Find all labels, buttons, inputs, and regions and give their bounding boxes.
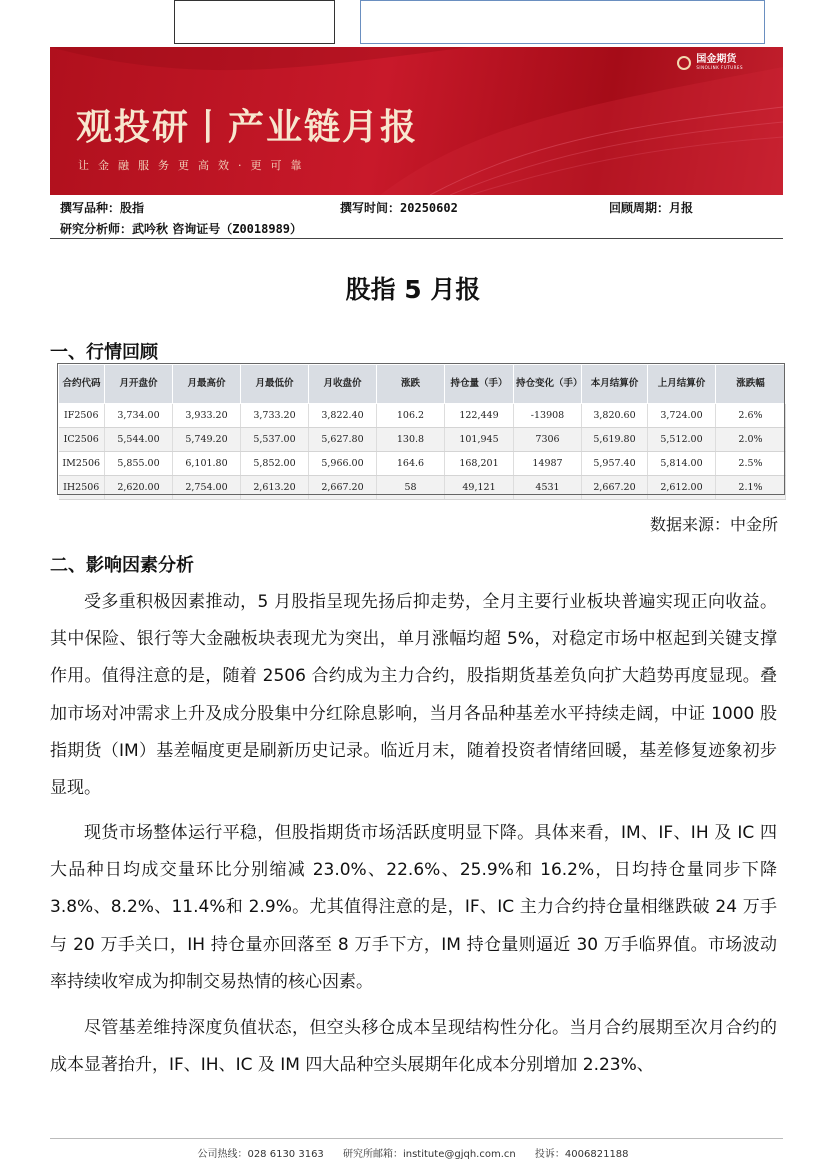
- banner-slogan: 让金融服务更高效·更可靠: [78, 159, 311, 172]
- table-cell: IH2506: [59, 476, 105, 500]
- footer-hotline: 公司热线：028 6130 3163: [197, 1149, 324, 1160]
- table-cell: 3,733.20: [241, 404, 309, 428]
- data-source-note: 数据来源：中金所: [649, 515, 778, 534]
- table-cell: 168,201: [445, 452, 514, 476]
- table-cell: 122,449: [445, 404, 514, 428]
- futures-quote-table: [58, 364, 786, 500]
- column-header: 本月结算价: [582, 365, 648, 404]
- column-header: 涨跌: [377, 365, 445, 404]
- footer-email: 研究所邮箱：institute@gjqh.com.cn: [342, 1149, 516, 1160]
- column-header: 月开盘价: [105, 365, 173, 404]
- page-footer: [0, 1145, 826, 1160]
- table-cell: 130.8: [377, 428, 445, 452]
- table-cell: 6,101.80: [173, 452, 241, 476]
- table-cell: -13908: [514, 404, 582, 428]
- column-header: 涨跌幅: [716, 365, 786, 404]
- table-cell: 5,619.80: [582, 428, 648, 452]
- table-cell: 2,754.00: [173, 476, 241, 500]
- section-heading-factor-analysis: 二、影响因素分析: [50, 555, 194, 576]
- table-cell: 5,749.20: [173, 428, 241, 452]
- table-cell: 5,544.00: [105, 428, 173, 452]
- table-cell: 2.0%: [716, 428, 786, 452]
- document-title: 股指 5 月报: [345, 275, 481, 304]
- table-cell: 3,822.40: [309, 404, 377, 428]
- footer-divider: [50, 1138, 783, 1139]
- table-cell: 49,121: [445, 476, 514, 500]
- table-cell: 2,667.20: [582, 476, 648, 500]
- variety-label: 撰写品种：: [60, 201, 121, 215]
- meta-period: [609, 199, 693, 216]
- table-cell: IF2506: [59, 404, 105, 428]
- table-row: [59, 404, 786, 428]
- table-cell: 2.1%: [716, 476, 786, 500]
- table-cell: 3,724.00: [648, 404, 716, 428]
- logo-name: 国金期货: [696, 54, 737, 65]
- logo-english: SINOLINK FUTURES: [696, 65, 743, 70]
- table-cell: 2.5%: [716, 452, 786, 476]
- header-box-left: [174, 0, 335, 44]
- paragraph-basis-overview: 受多重积极因素推动，5 月股指呈现先扬后抑走势，全月主要行业板块普遍实现正向收益。其中保险、银行等大金融板块表现尤为突出，单月涨幅均超 5%，对稳定市场中枢起到关键支撑作用。值得注意的是，随着 2506 合约成为主力合约，股指期货基差负向扩大趋势再度显现。叠加市场对冲需求上升及成分股集中分红除息影响，当月各品种基差水平持续走阔，中证 1000 股指期货（IM）基差幅度更是刷新历史记录。临近月末，随着投资者情绪回暖，基差修复迹象初步显现。: [50, 592, 777, 799]
- table-cell: 5,966.00: [309, 452, 377, 476]
- table-cell: IC2506: [59, 428, 105, 452]
- table-cell: 3,933.20: [173, 404, 241, 428]
- table-cell: 4531: [514, 476, 582, 500]
- table-cell: 2,613.20: [241, 476, 309, 500]
- table-header-row: [59, 365, 786, 404]
- column-header: 上月结算价: [648, 365, 716, 404]
- period-value: 月报: [669, 201, 694, 215]
- footer-complaint: 投诉：4006821188: [534, 1149, 629, 1160]
- paragraph-market-activity: 现货市场整体运行平稳，但股指期货市场活跃度明显下降。具体来看，IM、IF、IH 及 IC 四大品种日均成交量环比分别缩减 23.0%、22.6%、25.9%和 16.2%，日均持仓量同步下降 3.8%、8.2%、11.4%和 2.9%。尤其值得注意的是，IF、IC 主力合约持仓量相继跌破 24 万手与 20 万手关口，IH 持仓量亦回落至 8 万手下方，IM 持仓量则逼近 30 万手临界值。市场波动率持续收窄成为抑制交易热情的核心因素。: [50, 823, 777, 992]
- license-number: （Z0018989）: [220, 222, 303, 236]
- table-cell: 5,627.80: [309, 428, 377, 452]
- meta-time: [340, 199, 458, 216]
- time-label: 撰写时间：: [340, 201, 401, 215]
- table-cell: 3,734.00: [105, 404, 173, 428]
- table-cell: 58: [377, 476, 445, 500]
- header-box-right: [360, 0, 765, 44]
- table-cell: 164.6: [377, 452, 445, 476]
- report-banner: [50, 47, 783, 195]
- table-cell: 2,612.00: [648, 476, 716, 500]
- table-cell: 2,620.00: [105, 476, 173, 500]
- table-cell: 101,945: [445, 428, 514, 452]
- table-row: [59, 428, 786, 452]
- logo-icon: [677, 56, 691, 70]
- analyst-label: 研究分析师：: [60, 222, 133, 236]
- table-cell: 5,957.40: [582, 452, 648, 476]
- company-logo: [677, 55, 743, 70]
- column-header: 合约代码: [59, 365, 105, 404]
- paragraph-rollover-cost: 尽管基差维持深度负值状态，但空头移仓成本呈现结构性分化。当月合约展期至次月合约的成本显著抬升，IF、IH、IC 及 IM 四大品种空头展期年化成本分别增加 2.23%、: [50, 1018, 777, 1076]
- meta-divider: [50, 238, 783, 239]
- table-cell: 2,667.20: [309, 476, 377, 500]
- period-label: 回顾周期：: [609, 201, 670, 215]
- license-label: 咨询证号: [172, 222, 221, 236]
- column-header: 持仓量（手）: [445, 365, 514, 404]
- table-cell: 7306: [514, 428, 582, 452]
- time-value: 20250602: [400, 201, 458, 215]
- table-cell: 5,512.00: [648, 428, 716, 452]
- table-cell: 2.6%: [716, 404, 786, 428]
- section-heading-market-review: 一、行情回顾: [50, 342, 158, 363]
- table-cell: 5,814.00: [648, 452, 716, 476]
- table-cell: IM2506: [59, 452, 105, 476]
- meta-variety: [60, 199, 144, 216]
- table-cell: 106.2: [377, 404, 445, 428]
- variety-value: 股指: [120, 201, 145, 215]
- banner-title: 观投研丨产业链月报: [76, 107, 419, 148]
- table-cell: 5,537.00: [241, 428, 309, 452]
- table-cell: 14987: [514, 452, 582, 476]
- column-header: 月最低价: [241, 365, 309, 404]
- table-row: [59, 476, 786, 500]
- table-cell: 5,852.00: [241, 452, 309, 476]
- table-cell: 5,855.00: [105, 452, 173, 476]
- column-header: 持仓变化（手）: [514, 365, 582, 404]
- column-header: 月最高价: [173, 365, 241, 404]
- table-row: [59, 452, 786, 476]
- column-header: 月收盘价: [309, 365, 377, 404]
- meta-analyst: [60, 220, 302, 237]
- analyst-name: 武吟秋: [132, 222, 169, 236]
- table-cell: 3,820.60: [582, 404, 648, 428]
